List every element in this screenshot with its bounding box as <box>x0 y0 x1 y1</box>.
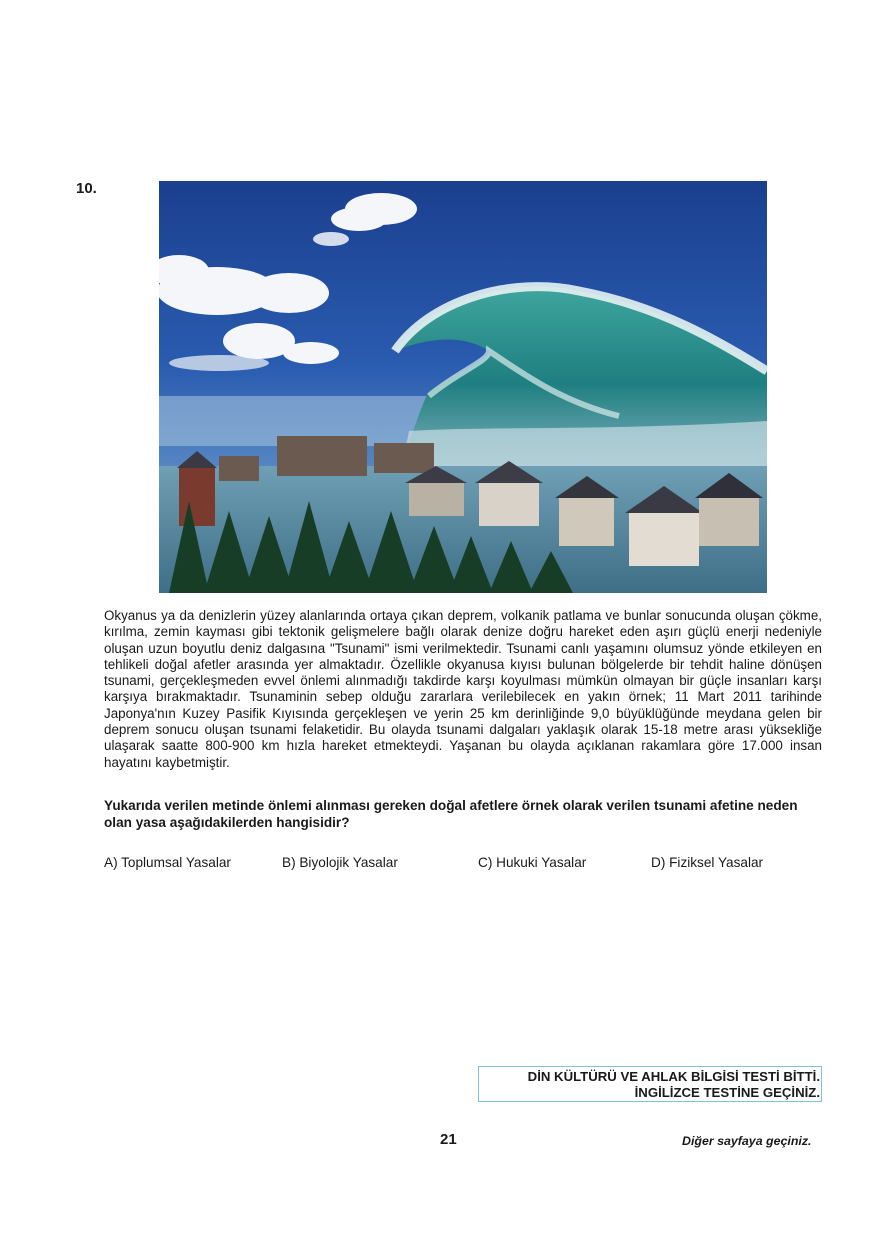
tsunami-image <box>159 181 767 593</box>
question-prompt: Yukarıda verilen metinde önlemi alınması gereken doğal afetlere örnek olarak verilen tsunami afetine neden olan yasa aşağıdakilerden hangisidir? <box>104 798 798 830</box>
option-c[interactable]: C) Hukuki Yasalar <box>478 855 587 870</box>
page-number: 21 <box>440 1131 457 1148</box>
test-end-notice <box>478 1066 822 1102</box>
option-d[interactable]: D) Fiziksel Yasalar <box>651 855 764 870</box>
question-number: 10. <box>76 180 97 197</box>
next-test-line: İNGİLİZCE TESTİNE GEÇİNİZ. <box>634 1085 820 1100</box>
test-end-line: DİN KÜLTÜRÜ VE AHLAK BİLGİSİ TESTİ BİTTİ. <box>527 1069 820 1084</box>
question-passage: Okyanus ya da denizlerin yüzey alanlarında ortaya çıkan deprem, volkanik patlama ve bunlar sonucunda oluşan çökme, kırılma, zemin kayması gibi tektonik gelişmelere bağlı olarak denize doğru hareket eden aşırı güçlü enerji nedeniyle oluşan uzun boyutlu deniz dalgasına "Tsunami" ismi verilmektedir. Tsunami canlı yaşamını olumsuz yönde etkileyen en tehlikeli doğal afetler arasında yer almaktadır. Özellikle okyanusa kıyısı bulunan bölgelerde bir tehdit haline dönüşen tsunami, gerçekleşmeden evvel önlemi alınmadığı takdirde karşı koyulması mümkün olmayan bir güçle insanları karşı karşıya bırakmaktadır. Tsunaminin sebep olduğu zararlara verilebilecek en yakın örnek; 11 Mart 2011 tarihinde Japonya'nın Kuzey Pasifik Kıyısında gerçekleşen ve yerin 25 km derinliğinde 9,0 büyüklüğünde meydana gelen bir deprem sonucu oluşan tsunami felaketidir. Bu olayda tsunami dalgaları yaklaşık olarak 15-18 metre arası yüksekliğe ulaşarak saatte 800-900 km hızla hareket etmekteydi. Yaşanan bu olayda açıklanan rakamlara göre 17.000 insan hayatını kaybetmiştir. <box>104 608 822 770</box>
option-a[interactable]: A) Toplumsal Yasalar <box>104 855 231 870</box>
option-b[interactable]: B) Biyolojik Yasalar <box>282 855 398 870</box>
next-page-note: Diğer sayfaya geçiniz. <box>682 1134 812 1148</box>
